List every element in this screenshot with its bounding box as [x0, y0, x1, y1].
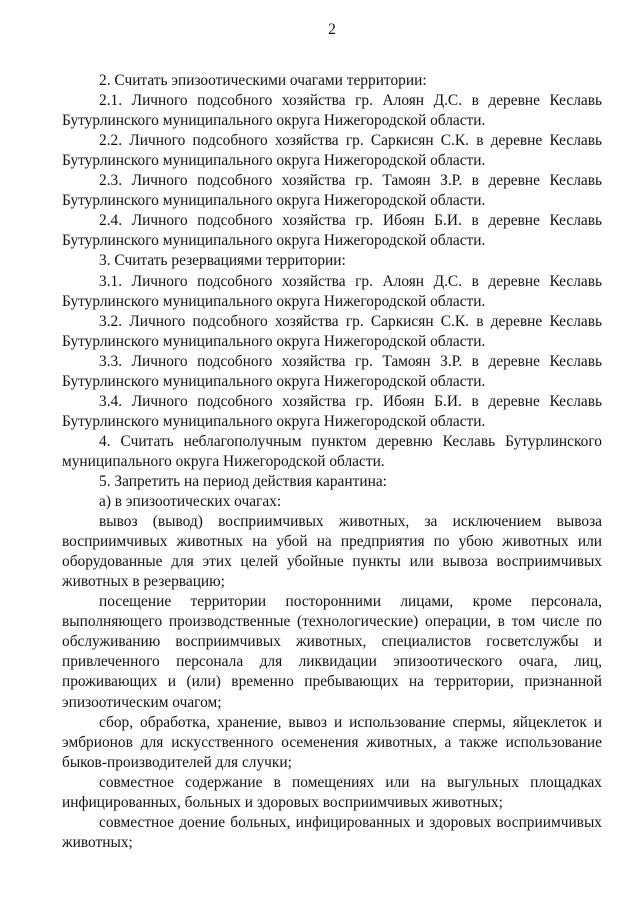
page-number: 2	[328, 21, 336, 38]
paragraph: а) в эпизоотических очагах:	[99, 493, 282, 511]
paragraph: 2.3. Личного подсобного хозяйства гр. Тамоян З.Р. в деревне Кеславь Бутурлинского муниципального округа Нижегородской области.	[62, 172, 602, 210]
paragraph: 2.1. Личного подсобного хозяйства гр. Алоян Д.С. в деревне Кеславь Бутурлинского муниципального округа Нижегородской области.	[62, 92, 602, 130]
paragraph: 2. Считать эпизоотическими очагами территории:	[99, 72, 427, 90]
paragraph: совместное содержание в помещениях или на выгульных площадках инфицированных, больных и здоровых восприимчивых животных;	[62, 773, 602, 811]
paragraph: 2.4. Личного подсобного хозяйства гр. Ибоян Б.И. в деревне Кеславь Бутурлинского муниципального округа Нижегородской области.	[62, 212, 602, 250]
paragraph: 3.2. Личного подсобного хозяйства гр. Саркисян С.К. в деревне Кеславь Бутурлинского муниципального округа Нижегородской области.	[62, 312, 602, 350]
paragraph: 3.4. Личного подсобного хозяйства гр. Ибоян Б.И. в деревне Кеславь Бутурлинского муниципального округа Нижегородской области.	[62, 392, 602, 430]
paragraph: 4. Считать неблагополучным пунктом деревню Кеславь Бутурлинского муниципального округа Нижегородской области.	[62, 432, 602, 470]
paragraph: 5. Запретить на период действия карантина:	[99, 472, 387, 490]
paragraph: совместное доение больных, инфицированных и здоровых восприимчивых животных;	[62, 813, 602, 851]
paragraph: 3. Считать резервациями территории:	[99, 252, 346, 270]
paragraph: 3.3. Личного подсобного хозяйства гр. Тамоян З.Р. в деревне Кеславь Бутурлинского муниципального округа Нижегородской области.	[62, 352, 602, 390]
paragraph: посещение территории посторонними лицами, кроме персонала, выполняющего производственные (технологические) операции, в том числе по обслуживанию восприимчивых животных, специалистов госветслужбы и привлеченного персонала для ликвидации эпизоотического очага, лиц, проживающих и (или) временно пребывающих на территории, признанной эпизоотическим очагом;	[62, 593, 602, 711]
paragraph: 3.1. Личного подсобного хозяйства гр. Алоян Д.С. в деревне Кеславь Бутурлинского муниципального округа Нижегородской области.	[62, 272, 602, 310]
paragraph: 2.2. Личного подсобного хозяйства гр. Саркисян С.К. в деревне Кеславь Бутурлинского муниципального округа Нижегородской области.	[62, 132, 602, 170]
paragraph-list	[62, 71, 602, 853]
paragraph: сбор, обработка, хранение, вывоз и использование спермы, яйцеклеток и эмбрионов для искусственного осеменения животных, а также использование быков-производителей для случки;	[62, 713, 602, 771]
paragraph: вывоз (вывод) восприимчивых животных, за исключением вывоза восприимчивых животных на убой на предприятия по убою животных или оборудованные для этих целей убойные пункты или вывоза восприимчивых животных в резервацию;	[62, 513, 602, 591]
